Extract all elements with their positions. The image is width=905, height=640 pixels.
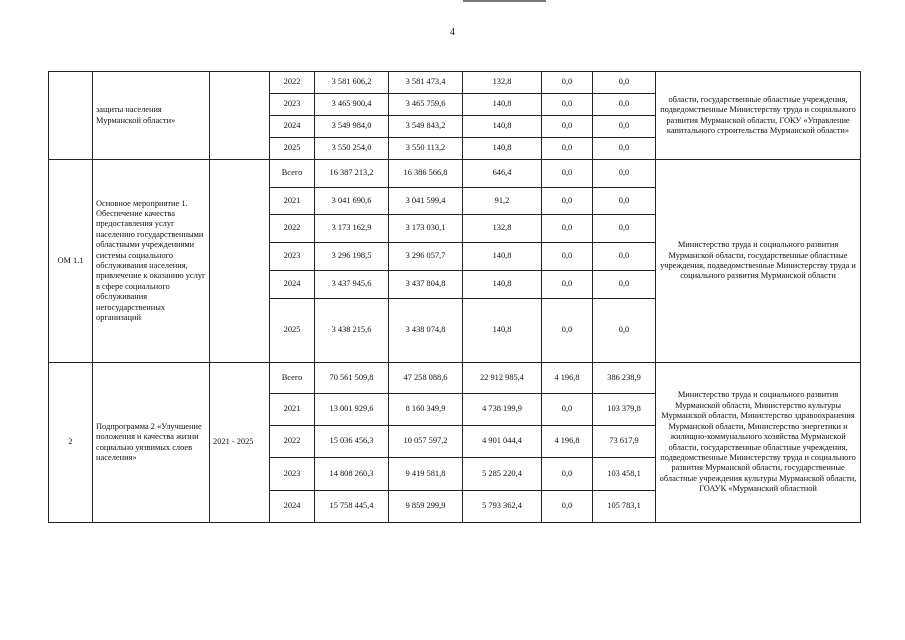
federal-cell: 5 285 220,4 — [463, 458, 542, 491]
regional-cell: 3 549 843,2 — [389, 116, 463, 138]
total-cell: 16 387 213,2 — [315, 160, 389, 188]
regional-cell: 3 173 030,1 — [389, 215, 463, 243]
federal-cell: 140,8 — [463, 116, 542, 138]
federal-cell: 140,8 — [463, 94, 542, 116]
year-cell: 2021 — [270, 188, 315, 215]
regional-cell: 47 258 088,6 — [389, 363, 463, 394]
name-cell: защиты населения Мурманской области» — [93, 72, 210, 160]
total-cell: 15 758 445,4 — [315, 491, 389, 523]
year-cell: 2025 — [270, 299, 315, 363]
local-cell: 0,0 — [542, 72, 593, 94]
regional-cell: 3 581 473,4 — [389, 72, 463, 94]
year-cell: 2025 — [270, 138, 315, 160]
local-cell: 4 196,8 — [542, 426, 593, 458]
year-cell: Всего — [270, 363, 315, 394]
year-cell: 2023 — [270, 243, 315, 271]
federal-cell: 132,8 — [463, 72, 542, 94]
period-cell: 2021 - 2025 — [210, 363, 270, 523]
header-rule — [463, 0, 546, 2]
regional-cell: 3 041 599,4 — [389, 188, 463, 215]
local-cell: 0,0 — [542, 215, 593, 243]
local-cell: 0,0 — [542, 243, 593, 271]
other-cell: 0,0 — [593, 271, 656, 299]
other-cell: 386 238,9 — [593, 363, 656, 394]
federal-cell: 22 912 985,4 — [463, 363, 542, 394]
finance-table — [48, 71, 861, 523]
local-cell: 0,0 — [542, 271, 593, 299]
local-cell: 0,0 — [542, 138, 593, 160]
total-cell: 3 465 900,4 — [315, 94, 389, 116]
period-cell — [210, 72, 270, 160]
year-cell: Всего — [270, 160, 315, 188]
other-cell: 0,0 — [593, 94, 656, 116]
code-cell — [49, 72, 93, 160]
local-cell: 0,0 — [542, 458, 593, 491]
federal-cell: 91,2 — [463, 188, 542, 215]
regional-cell: 10 057 597,2 — [389, 426, 463, 458]
other-cell: 0,0 — [593, 160, 656, 188]
year-cell: 2021 — [270, 394, 315, 426]
table-row — [49, 160, 861, 188]
responsible-cell: области, государственные областные учреждения, подведомственные Министерству труда и социального развития Мурманской области, ГОКУ «Управление капитального строительства Мурманской области» — [656, 72, 861, 160]
year-cell: 2023 — [270, 458, 315, 491]
local-cell: 4 196,8 — [542, 363, 593, 394]
total-cell: 3 549 984,0 — [315, 116, 389, 138]
regional-cell: 3 465 759,6 — [389, 94, 463, 116]
regional-cell: 3 438 074,8 — [389, 299, 463, 363]
other-cell: 0,0 — [593, 72, 656, 94]
other-cell: 73 617,9 — [593, 426, 656, 458]
other-cell: 103 379,8 — [593, 394, 656, 426]
federal-cell: 4 901 044,4 — [463, 426, 542, 458]
total-cell: 3 296 198,5 — [315, 243, 389, 271]
federal-cell: 140,8 — [463, 299, 542, 363]
other-cell: 103 458,1 — [593, 458, 656, 491]
total-cell: 3 173 162,9 — [315, 215, 389, 243]
code-cell: ОМ 1.1 — [49, 160, 93, 363]
federal-cell: 646,4 — [463, 160, 542, 188]
regional-cell: 3 296 057,7 — [389, 243, 463, 271]
table-row — [49, 363, 861, 394]
total-cell: 3 581 606,2 — [315, 72, 389, 94]
total-cell: 13 001 929,6 — [315, 394, 389, 426]
year-cell: 2022 — [270, 215, 315, 243]
federal-cell: 140,8 — [463, 138, 542, 160]
name-cell: Подпрограмма 2 «Улучшение положения и качества жизни социально уязвимых слоев населения» — [93, 363, 210, 523]
federal-cell: 140,8 — [463, 243, 542, 271]
local-cell: 0,0 — [542, 188, 593, 215]
year-cell: 2024 — [270, 491, 315, 523]
total-cell: 15 036 456,3 — [315, 426, 389, 458]
name-cell: Основное мероприятие 1. Обеспечение качества предоставления услуг населению государственными областными учреждениями системы социального обслуживания населения, привлечение к оказанию услуг в сфере социального обслуживания негосударственных организаций — [93, 160, 210, 363]
total-cell: 3 438 215,6 — [315, 299, 389, 363]
total-cell: 3 437 945,6 — [315, 271, 389, 299]
local-cell: 0,0 — [542, 94, 593, 116]
year-cell: 2023 — [270, 94, 315, 116]
total-cell: 3 550 254,0 — [315, 138, 389, 160]
local-cell: 0,0 — [542, 160, 593, 188]
federal-cell: 5 793 362,4 — [463, 491, 542, 523]
federal-cell: 140,8 — [463, 271, 542, 299]
regional-cell: 9 859 299,9 — [389, 491, 463, 523]
other-cell: 0,0 — [593, 243, 656, 271]
regional-cell: 8 160 349,9 — [389, 394, 463, 426]
year-cell: 2024 — [270, 271, 315, 299]
total-cell: 3 041 690,6 — [315, 188, 389, 215]
responsible-cell: Министерство труда и социального развития Мурманской области, Министерство культуры Мурманской области, Министерство здравоохранения Мурманской области, Министерство энергетики и жилищно-коммунального хозяйства Мурманской области, государственные областные учреждения, подведомственные Министерству труда и социального развития Мурманской области, государственные областные учреждения культуры Мурманской области, ГОАУК «Мурманский областной — [656, 363, 861, 523]
regional-cell: 9 419 581,8 — [389, 458, 463, 491]
local-cell: 0,0 — [542, 491, 593, 523]
regional-cell: 16 386 566,8 — [389, 160, 463, 188]
responsible-cell: Министерство труда и социального развития Мурманской области, государственные областные учреждения, подведомственные Министерству труда и социального развития Мурманской области — [656, 160, 861, 363]
total-cell: 70 561 509,8 — [315, 363, 389, 394]
page-number: 4 — [450, 27, 455, 38]
other-cell: 0,0 — [593, 138, 656, 160]
year-cell: 2024 — [270, 116, 315, 138]
year-cell: 2022 — [270, 72, 315, 94]
regional-cell: 3 437 804,8 — [389, 271, 463, 299]
other-cell: 105 783,1 — [593, 491, 656, 523]
local-cell: 0,0 — [542, 394, 593, 426]
regional-cell: 3 550 113,2 — [389, 138, 463, 160]
other-cell: 0,0 — [593, 299, 656, 363]
other-cell: 0,0 — [593, 215, 656, 243]
total-cell: 14 808 260,3 — [315, 458, 389, 491]
local-cell: 0,0 — [542, 116, 593, 138]
code-cell: 2 — [49, 363, 93, 523]
federal-cell: 4 738 199,9 — [463, 394, 542, 426]
other-cell: 0,0 — [593, 188, 656, 215]
year-cell: 2022 — [270, 426, 315, 458]
period-cell — [210, 160, 270, 363]
local-cell: 0,0 — [542, 299, 593, 363]
table-row — [49, 72, 861, 94]
federal-cell: 132,8 — [463, 215, 542, 243]
other-cell: 0,0 — [593, 116, 656, 138]
